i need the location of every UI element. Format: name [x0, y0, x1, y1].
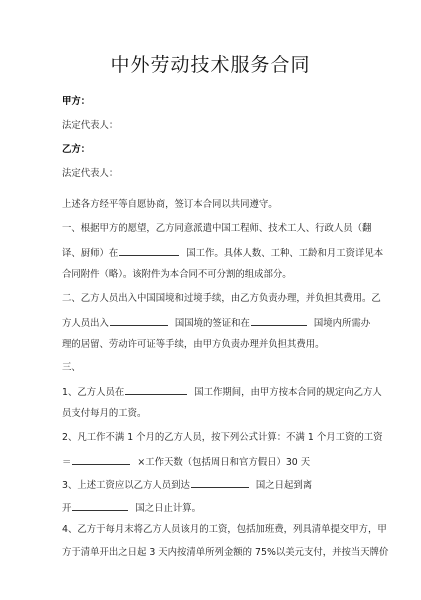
- clause-2-text-a: 方人员出入: [62, 318, 109, 329]
- clause-3-1-line-1: [62, 385, 382, 399]
- clause-3-3-text-a: 3、上述工资应以乙方人员到达: [62, 480, 190, 491]
- clause-3-3-text-c: 开: [62, 503, 72, 514]
- clause-2-line-1: 二、乙方人员出入中国国境和过境手续，由乙方负责办理，并负担其费用。乙: [62, 293, 381, 304]
- clause-3-1-text-a: 1、乙方人员在: [62, 387, 125, 398]
- blank-field-country: [191, 478, 249, 488]
- clause-1-line-1: 一、根据甲方的愿望，乙方同意派遣中国工程师、技术工人、行政人员（翻: [62, 223, 372, 234]
- clause-3-3-line-1: [62, 478, 312, 492]
- blank-field-country: [72, 501, 128, 511]
- clause-3-3-line-2: [62, 501, 201, 515]
- blank-field-country: [251, 316, 307, 326]
- clause-2-text-b: 国国境的签证和在: [174, 318, 250, 329]
- clause-3-heading: 三、: [62, 362, 81, 373]
- party-b-label: 乙方：: [62, 144, 91, 155]
- blank-field-country: [119, 246, 179, 256]
- preamble: 上述各方经平等自愿协商，签订本合同以共同遵守。: [62, 199, 278, 210]
- clause-3-1-text-b: 国工作期间，由甲方按本合同的规定向乙方人: [194, 387, 382, 398]
- blank-field-country: [125, 385, 187, 395]
- clause-3-3-text-b: 国之日起到离: [255, 480, 313, 491]
- clause-3-2-line-1: 2、凡工作不满 1 个月的乙方人员，按下列公式计算：不满 1 个月工资的工资: [62, 432, 383, 443]
- clause-2-text-c: 国境内所需办: [313, 318, 371, 329]
- clause-1-line-3: 合同附件（略）。该附件为本合同不可分割的组成部分。: [62, 269, 292, 280]
- party-a-label: 甲方：: [62, 96, 91, 107]
- clause-3-3-text-d: 国之日止计算。: [135, 503, 201, 514]
- clause-3-2-text-a: ＝: [62, 457, 72, 468]
- clause-3-4-line-1: 4、乙方于每月末将乙方人员该月的工资，包括加班费，列具清单提交甲方，甲: [62, 524, 387, 535]
- clause-2-line-3: 理的居留、劳动许可证等手续，由甲方负责办理并负担其费用。: [62, 339, 325, 350]
- clause-3-1-line-2: 员支付每月的工资。: [62, 408, 147, 419]
- party-b-representative: 法定代表人：: [62, 168, 119, 179]
- clause-1-text-a: 译、厨师）在: [62, 248, 119, 259]
- clause-3-2-text-b: ×工作天数（包括周日和官方假日）30 天: [137, 457, 311, 468]
- blank-field-wage: [72, 455, 130, 465]
- clause-1-line-2: [62, 246, 383, 260]
- blank-field-country: [110, 316, 168, 326]
- clause-3-2-line-2: [62, 455, 310, 469]
- clause-2-line-2: [62, 316, 370, 330]
- party-a-representative: 法定代表人：: [62, 120, 119, 131]
- document-title: 中外劳动技术服务合同: [110, 54, 311, 76]
- clause-3-4-line-2: 方于清单开出之日起 3 天内按清单所列金额的 75%以美元支付，并按当天牌价: [62, 547, 389, 558]
- clause-1-text-b: 国工作。具体人数、工种、工龄和月工资详见本: [186, 248, 384, 259]
